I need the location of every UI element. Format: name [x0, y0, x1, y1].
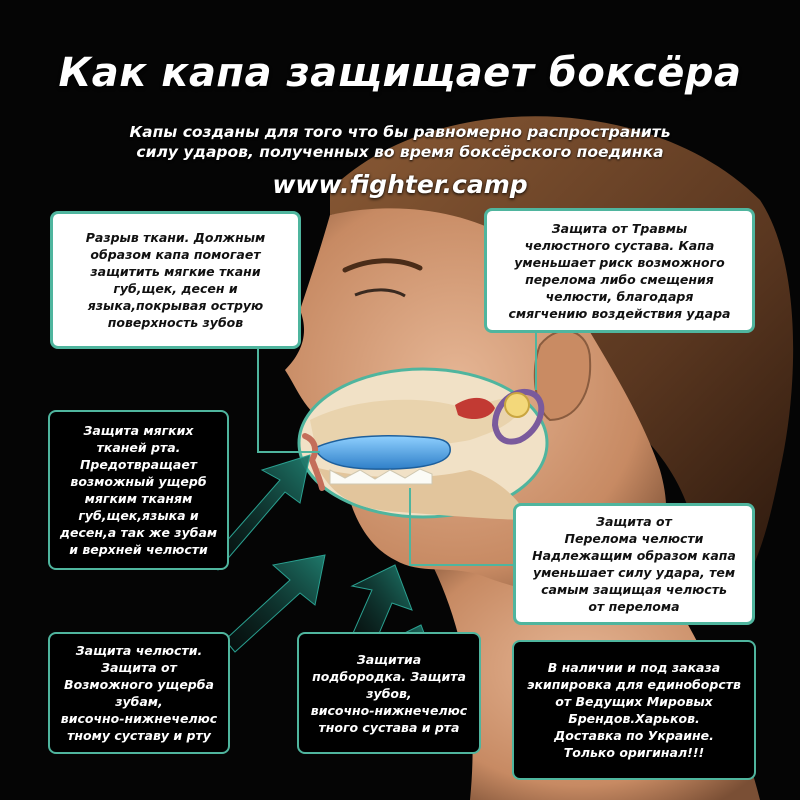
promo-box: [512, 640, 756, 780]
callout-text: Защита от Перелома челюсти Надлежащим образом капа уменьшает силу удара, тем самым защищая челюсть от перелома: [532, 514, 736, 614]
website-link[interactable]: www.fighter.camp: [272, 170, 528, 199]
callout-text: Защита челюсти. Защита от Возможного ущерба зубам, височно-нижнечелюс тному суставу и рту: [60, 643, 218, 743]
promo-text: В наличии и под заказа экипировка для единоборств от Ведущих Мировых Брендов.Харьков. Доставка по Украине. Только оригинал!!!: [527, 660, 741, 760]
callout-tmj-injury: [484, 208, 755, 333]
callout-tissue-tear: [50, 211, 301, 349]
callout-chin-protection: [297, 632, 481, 754]
callout-text: Защита мягких тканей рта. Предотвращает возможный ущерб мягким тканям губ,щек,языка и десен,а так же зубам и верхней челюсти: [59, 423, 218, 557]
page-title: Как капа защищает боксёра: [58, 50, 742, 96]
callout-jaw-fracture: [513, 503, 755, 625]
mouthguard: [315, 436, 450, 469]
page-subtitle: [80, 122, 720, 162]
callout-jaw-protection: [48, 632, 230, 754]
subtitle-text: Капы созданы для того что бы равномерно распространить силу ударов, полученных во время боксёрского поединка: [129, 123, 671, 161]
callout-text: Защитиа подбородка. Защита зубов, височно-нижнечелюс тного сустава и рта: [310, 651, 468, 735]
callout-text: Разрыв ткани. Должным образом капа помогает защитить мягкие ткани губ,щек, десен и языка,покрывая острую поверхность зубов: [85, 230, 266, 330]
callout-text: Защита от Травмы челюстного сустава. Капа уменьшает риск возможного перелома либо смещения челюсти, благодаря смягчению воздействия удара: [508, 220, 731, 321]
callout-soft-tissue: [48, 410, 229, 570]
